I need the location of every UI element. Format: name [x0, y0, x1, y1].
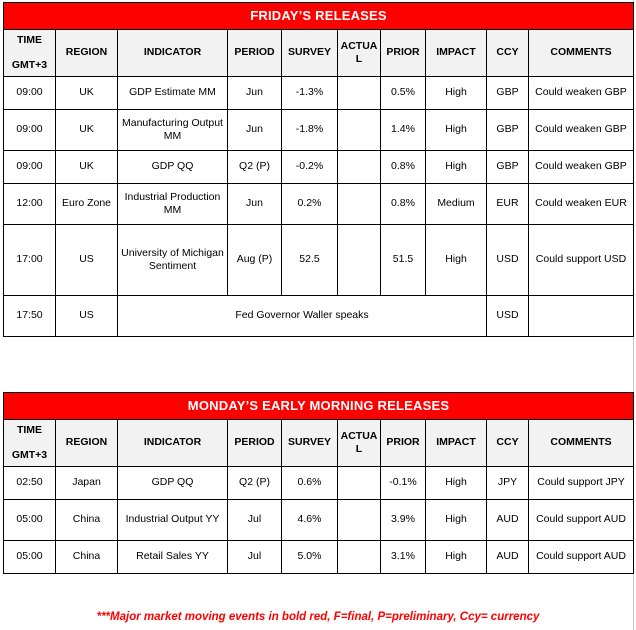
fridays-releases-table-container [3, 2, 633, 337]
cell-ccy: GBP [487, 77, 529, 110]
cell-prior: 0.5% [381, 77, 426, 110]
cell-actual [338, 225, 381, 296]
cell-region: UK [56, 110, 118, 151]
column-header-impact: IMPACT [426, 30, 487, 77]
cell-period: Jul [228, 541, 282, 574]
table-row [4, 500, 634, 541]
table-row [4, 467, 634, 500]
cell-period: Aug (P) [228, 225, 282, 296]
cell-time: 12:00 [4, 184, 56, 225]
cell-ccy: AUD [487, 541, 529, 574]
time-header-line1: TIME [16, 424, 43, 437]
fridays-releases-table [3, 2, 634, 337]
cell-survey: 5.0% [282, 541, 338, 574]
cell-region: Japan [56, 467, 118, 500]
cell-ccy: USD [487, 225, 529, 296]
cell-indicator: GDP Estimate MM [118, 77, 228, 110]
cell-period: Jul [228, 500, 282, 541]
cell-ccy: AUD [487, 500, 529, 541]
cell-indicator[interactable]: Industrial Output YY [118, 500, 228, 541]
cell-region: US [56, 225, 118, 296]
cell-survey: 0.6% [282, 467, 338, 500]
cell-comments: Could weaken GBP [529, 110, 634, 151]
cell-indicator: University of Michigan Sentiment [118, 225, 228, 296]
cell-comments: Could support AUD [529, 500, 634, 541]
cell-survey: -1.3% [282, 77, 338, 110]
cell-time: 17:50 [4, 296, 56, 337]
cell-indicator: GDP QQ [118, 151, 228, 184]
column-header-row [4, 420, 634, 467]
cell-comments: Could weaken EUR [529, 184, 634, 225]
fridays-releases-title: FRIDAY’S RELEASES [4, 3, 634, 30]
cell-survey: 52.5 [282, 225, 338, 296]
table-row [4, 184, 634, 225]
column-header-period: PERIOD [228, 420, 282, 467]
table-title-row [4, 3, 634, 30]
time-header-line2: GMT+3 [11, 58, 48, 71]
cell-indicator: Retail Sales YY [118, 541, 228, 574]
column-header-region: REGION [56, 30, 118, 77]
time-header-line2: GMT+3 [11, 448, 48, 461]
cell-time: 05:00 [4, 500, 56, 541]
cell-actual [338, 77, 381, 110]
cell-comments: Could support USD [529, 225, 634, 296]
cell-survey: 4.6% [282, 500, 338, 541]
column-header-region: REGION [56, 420, 118, 467]
column-header-row [4, 30, 634, 77]
column-header-comments: COMMENTS [529, 420, 634, 467]
cell-ccy: USD [487, 296, 529, 337]
cell-impact: High [426, 110, 487, 151]
cell-prior: 1.4% [381, 110, 426, 151]
cell-time: 09:00 [4, 77, 56, 110]
cell-impact: Medium [426, 184, 487, 225]
cell-ccy: GBP [487, 151, 529, 184]
cell-region: UK [56, 77, 118, 110]
column-header-period: PERIOD [228, 30, 282, 77]
table-row [4, 110, 634, 151]
cell-time: 05:00 [4, 541, 56, 574]
cell-comments [529, 296, 634, 337]
column-header-prior: PRIOR [381, 420, 426, 467]
mondays-releases-title: MONDAY’S EARLY MORNING RELEASES [4, 393, 634, 420]
cell-time: 09:00 [4, 151, 56, 184]
mondays-releases-table [3, 392, 634, 574]
cell-prior: 51.5 [381, 225, 426, 296]
cell-actual [338, 541, 381, 574]
column-header-time [4, 30, 56, 77]
cell-indicator: Industrial Production MM [118, 184, 228, 225]
cell-impact: High [426, 225, 487, 296]
column-header-comments: COMMENTS [529, 30, 634, 77]
cell-indicator: GDP QQ [118, 467, 228, 500]
table-row [4, 225, 634, 296]
cell-actual [338, 151, 381, 184]
cell-region: China [56, 541, 118, 574]
cell-region: Euro Zone [56, 184, 118, 225]
cell-comments: Could support JPY [529, 467, 634, 500]
cell-prior: 3.9% [381, 500, 426, 541]
column-header-actual: ACTUAL [338, 420, 381, 467]
cell-time: 17:00 [4, 225, 56, 296]
cell-ccy: JPY [487, 467, 529, 500]
cell-actual [338, 110, 381, 151]
cell-merged-event: Fed Governor Waller speaks [118, 296, 487, 337]
cell-period: Jun [228, 184, 282, 225]
table-row-speech [4, 296, 634, 337]
cell-prior: -0.1% [381, 467, 426, 500]
cell-comments: Could support AUD [529, 541, 634, 574]
cell-period: Q2 (P) [228, 467, 282, 500]
mondays-releases-table-container [3, 392, 633, 574]
cell-period: Jun [228, 77, 282, 110]
time-header-line1: TIME [16, 34, 43, 47]
cell-impact: High [426, 500, 487, 541]
table-row [4, 541, 634, 574]
cell-actual [338, 184, 381, 225]
cell-ccy: EUR [487, 184, 529, 225]
column-header-prior: PRIOR [381, 30, 426, 77]
column-header-time [4, 420, 56, 467]
cell-prior: 0.8% [381, 151, 426, 184]
cell-impact: High [426, 77, 487, 110]
column-header-ccy: CCY [487, 420, 529, 467]
column-header-indicator: INDICATOR [118, 420, 228, 467]
cell-region: US [56, 296, 118, 337]
cell-period: Jun [228, 110, 282, 151]
cell-survey: 0.2% [282, 184, 338, 225]
cell-region: China [56, 500, 118, 541]
column-header-actual: ACTUAL [338, 30, 381, 77]
table-title-row [4, 393, 634, 420]
table-row [4, 77, 634, 110]
cell-actual [338, 500, 381, 541]
cell-comments: Could weaken GBP [529, 77, 634, 110]
cell-region: UK [56, 151, 118, 184]
cell-survey: -0.2% [282, 151, 338, 184]
cell-time: 02:50 [4, 467, 56, 500]
cell-prior: 3.1% [381, 541, 426, 574]
cell-prior: 0.8% [381, 184, 426, 225]
cell-indicator: Manufacturing Output MM [118, 110, 228, 151]
cell-impact: High [426, 541, 487, 574]
cell-actual [338, 467, 381, 500]
cell-ccy: GBP [487, 110, 529, 151]
footnote-legend: ***Major market moving events in bold red, F=final, P=preliminary, Ccy= currency [96, 611, 540, 623]
cell-time: 09:00 [4, 110, 56, 151]
column-header-ccy: CCY [487, 30, 529, 77]
column-header-survey: SURVEY [282, 420, 338, 467]
column-header-impact: IMPACT [426, 420, 487, 467]
cell-survey: -1.8% [282, 110, 338, 151]
cell-period: Q2 (P) [228, 151, 282, 184]
cell-comments: Could weaken GBP [529, 151, 634, 184]
column-header-indicator: INDICATOR [118, 30, 228, 77]
cell-impact: High [426, 467, 487, 500]
cell-impact: High [426, 151, 487, 184]
table-row [4, 151, 634, 184]
column-header-survey: SURVEY [282, 30, 338, 77]
